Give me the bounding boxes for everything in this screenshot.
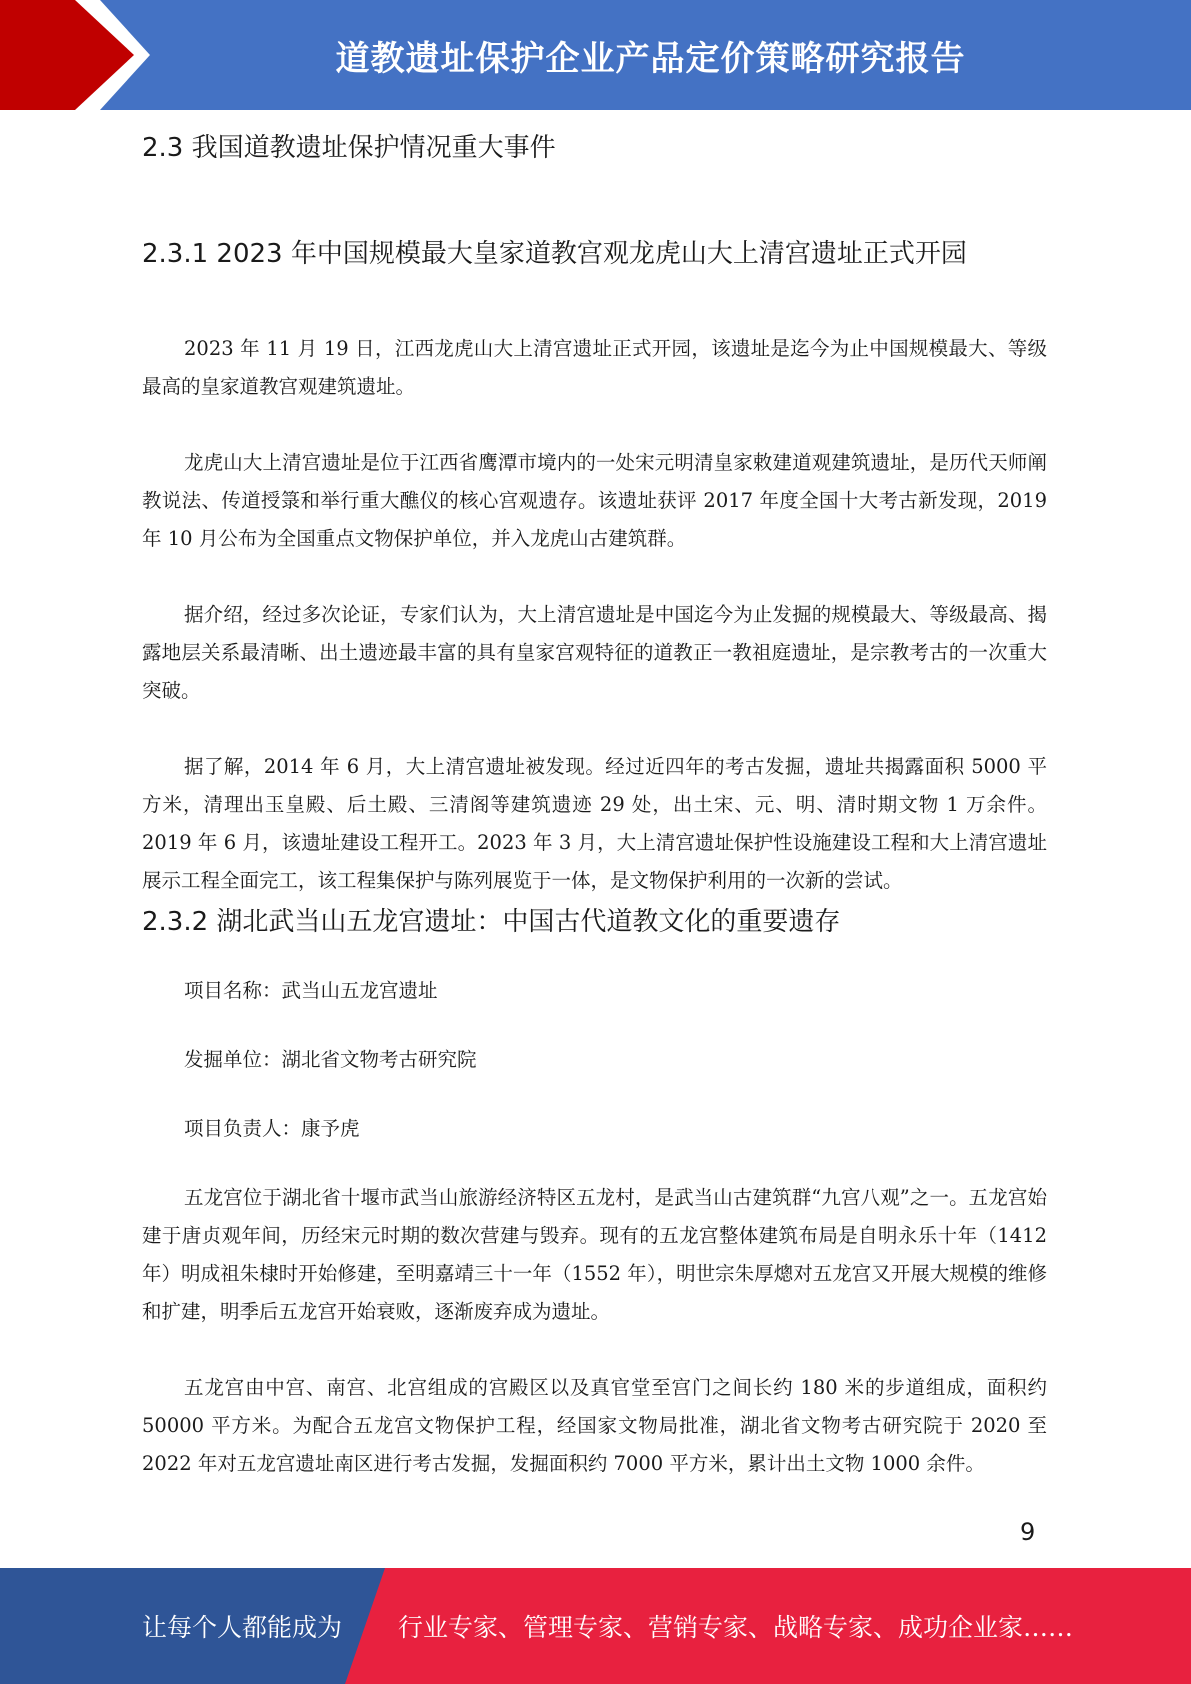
paragraph: 五龙宫位于湖北省十堰市武当山旅游经济特区五龙村，是武当山古建筑群“九宫八观”之一。五龙宫始建于唐贞观年间，历经宋元时期的数次营建与毁弃。现有的五龙宫整体建筑布局是自明永乐十年（1412 年）明成祖朱棣时开始修建，至明嘉靖三十一年（1552 年），明世宗朱厚熜对五龙宫又开展大规模的维修和扩建，明季后五龙宫开始衰败，逐渐废弃成为遗址。 [142,1186,1047,1323]
footer-slogan-left: 让每个人都能成为 [142,1613,343,1642]
paragraph: 据了解，2014 年 6 月，大上清宫遗址被发现。经过近四年的考古发掘，遗址共揭露面积 5000 平方米，清理出玉皇殿、后土殿、三清阁等建筑遗迹 29 处，出土宋、元、明、清时期文物 1 万余件。2019 年 6 月，该遗址建设工程开工。2023 年 3 月，大上清宫遗址保护性设施建设工程和大上清宫遗址展示工程全面完工，该工程集保护与陈列展览于一体，是文物保护利用的一次新的尝试。 [142,755,1047,892]
excavation-unit-item: 发掘单位：湖北省文物考古研究院 [184,1048,477,1071]
subsection-heading-2-3-1: 2.3.1 2023 年中国规模最大皇家道教宫观龙虎山大上清宫遗址正式开园 [142,239,967,269]
project-leader-item: 项目负责人：康予虎 [184,1117,360,1140]
subsection-heading-2-3-2: 2.3.2 湖北武当山五龙宫遗址：中国古代道教文化的重要遗存 [142,907,841,937]
paragraph: 五龙宫由中宫、南宫、北宫组成的宫殿区以及真官堂至宫门之间长约 180 米的步道组成，面积约 50000 平方米。为配合五龙宫文物保护工程，经国家文物局批准，湖北省文物考古研究院于 2020 至 2022 年对五龙宫遗址南区进行考古发掘，发掘面积约 7000 平方米，累计出土文物 1000 余件。 [142,1376,1047,1475]
page-content [142,130,1047,1483]
page-header [0,0,1191,110]
project-name-item: 项目名称：武当山五龙宫遗址 [184,979,438,1002]
report-title: 道教遗址保护企业产品定价策略研究报告 [335,38,966,79]
footer-slogan-right: 行业专家、管理专家、营销专家、战略专家、成功企业家…… [398,1613,1074,1642]
page-footer [0,1568,1191,1684]
section-heading: 2.3 我国道教遗址保护情况重大事件 [142,133,556,163]
paragraph: 2023 年 11 月 19 日，江西龙虎山大上清宫遗址正式开园，该遗址是迄今为止中国规模最大、等级最高的皇家道教宫观建筑遗址。 [142,337,1047,398]
paragraph: 龙虎山大上清宫遗址是位于江西省鹰潭市境内的一处宋元明清皇家敕建道观建筑遗址，是历代天师阐教说法、传道授箓和举行重大醮仪的核心宫观遗存。该遗址获评 2017 年度全国十大考古新发现，2019 年 10 月公布为全国重点文物保护单位，并入龙虎山古建筑群。 [142,451,1047,550]
paragraph: 据介绍，经过多次论证，专家们认为，大上清宫遗址是中国迄今为止发掘的规模最大、等级最高、揭露地层关系最清晰、出土遗迹最丰富的具有皇家宫观特征的道教正一教祖庭遗址，是宗教考古的一次重大突破。 [142,603,1047,702]
page-number: 9 [1020,1518,1036,1546]
